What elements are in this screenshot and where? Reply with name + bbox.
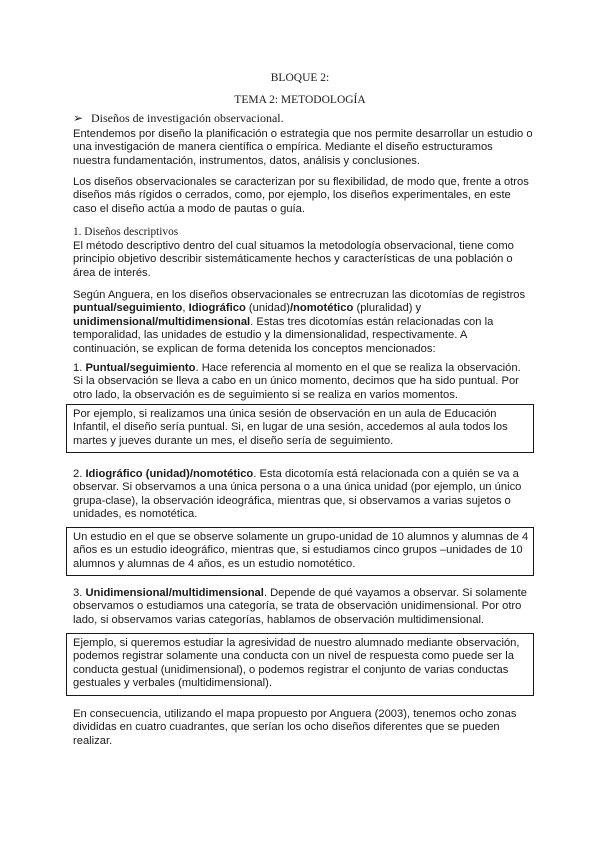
term-puntual-seguimiento: puntual/seguimiento <box>73 302 183 315</box>
text-span: (unidad) <box>245 302 290 315</box>
paragraph-anguera-dichotomies <box>73 289 533 356</box>
paragraph-point-2 <box>73 468 533 522</box>
paragraph-design-definition: Entendemos por diseño la planificación o estrategia que nos permite desarrollar un estudio o una investigación de manera científica o empírica. Mediante el diseño estructuramos nuestra fundamentación, instrumentos, datos, análisis y conclusiones. <box>73 128 533 167</box>
item-number: 3. <box>73 587 86 599</box>
text-span: . Hace referencia al momento en el que se realiza la observación. Si la observación se lleva a cabo en un único momento, decimos que ha sido puntual. Por otro lado, la observación es de seguimiento si se realiza en varios momentos. <box>73 362 521 401</box>
text-span: . Estas tres dicotomías están relacionadas con la temporalidad, las unidades de estudio y la dimensionalidad, respectivamente. A continuación, se explican de forma detenida los conceptos mencionados: <box>73 315 494 355</box>
example-box-1: Por ejemplo, si realizamos una única sesión de observación en un aula de Educación Infantil, el diseño sería puntual. Si, en lugar de una sesión, accedemos al aula todos los martes y jueves durante un mes, el diseño sería de seguimiento. <box>66 404 534 453</box>
example-box-3: Ejemplo, si queremos estudiar la agresividad de nuestro alumnado mediante observación, podemos registrar solamente una conducta con un nivel de respuesta como puede ser la conducta gestual (unidimensional), o podemos registrar el conjunto de varias conductas gestuales y verbales (multidimensional). <box>66 633 534 696</box>
block-title: BLOQUE 2: <box>270 72 330 84</box>
text-span: Según Anguera, en los diseños observacionales se entrecruzan las dicotomías de registros <box>73 289 526 301</box>
term-heading: Puntual/seguimiento <box>85 362 196 374</box>
term-unidimensional-multidimensional: unidimensional/multidimensional <box>73 315 251 328</box>
section-heading-text: Diseños de investigación observacional. <box>91 111 284 125</box>
arrow-bullet-icon: ➢ <box>73 111 84 125</box>
term-heading: Unidimensional/multidimensional <box>85 587 264 599</box>
section-heading <box>73 112 533 125</box>
item-number: 1. <box>73 362 86 374</box>
paragraph-point-3 <box>73 587 533 627</box>
example-box-2: Un estudio en el que se observe solamente un grupo-unidad de 10 alumnos y alumnas de 4 años es un estudio ideográfico, mientras que, si estudiamos cinco grupos –unidades de 10 alumnos y alumnas de 4 años, es un estudio nomotético. <box>66 527 534 576</box>
paragraph-point-1 <box>73 362 533 402</box>
term-idiografico: Idiográfico <box>188 302 246 315</box>
text-span: . Esta dicotomía está relacionada con a quién se va a observar. Si observamos a una única persona o a una única unidad (por ejemplo, un único grupa-clase), la observación ideográfica, mientras que, si observamos a varias sujetos o unidades, es nomotética. <box>73 468 522 521</box>
term-nomotetico: /nomotético <box>289 302 354 315</box>
subheading-descriptive-designs: 1. Diseños descriptivos <box>73 226 179 238</box>
paragraph-observational-flexibility: Los diseños observacionales se caracterizan por su flexibilidad, de modo que, frente a otros diseños más rígidos o cerrados, como, por ejemplo, los diseños experimentales, en este caso el diseño actúa a modo de pautas o guía. <box>73 176 529 215</box>
text-span: (pluralidad) y <box>353 302 422 315</box>
item-number: 2. <box>73 468 86 480</box>
term-heading: Idiográfico (unidad)/nomotético <box>85 468 254 480</box>
paragraph-descriptive-method: El método descriptivo dentro del cual situamos la metodología observacional, tiene como principio objetivo describir sistemáticamente hechos y características de una población o área de interés. <box>73 240 514 279</box>
text-span: , <box>182 302 189 315</box>
text-span: . Depende de qué vayamos a observar. Si solamente observamos o estudiamos una categoría, se trata de observación unidimensional. Por otro lado, si observamos varias categorías, hablamos de observación multidimensional. <box>73 587 527 626</box>
topic-title: TEMA 2: METODOLOGÍA <box>234 94 366 106</box>
paragraph-conclusion: En consecuencia, utilizando el mapa propuesto por Anguera (2003), tenemos ocho zonas divididas en cuatro cuadrantes, que serían los ocho diseños diferentes que se pueden realizar. <box>73 708 517 747</box>
